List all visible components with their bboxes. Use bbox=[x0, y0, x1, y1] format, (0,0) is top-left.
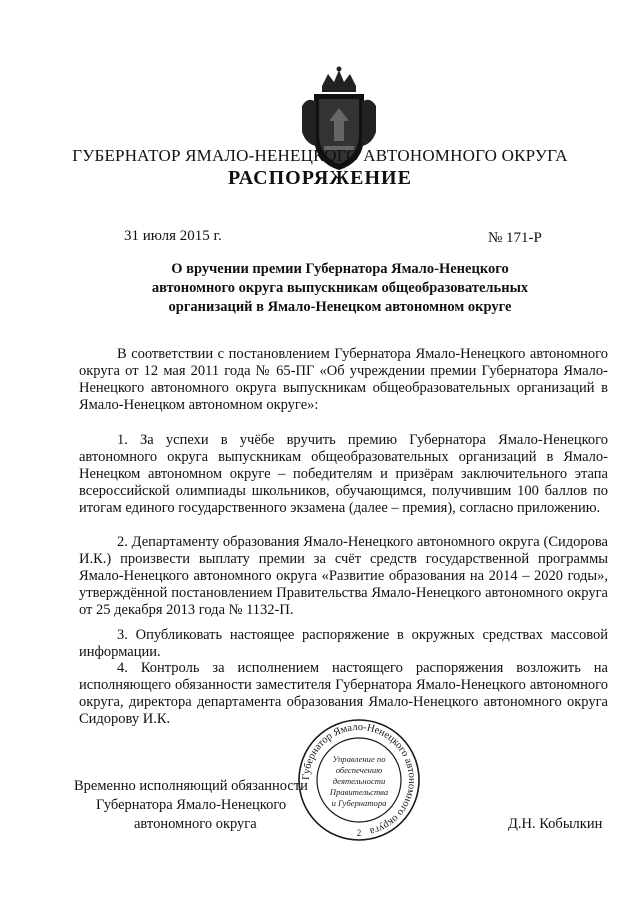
subject-line: автономного округа выпускникам общеобразовательных bbox=[151, 280, 529, 296]
signer-name: Д.Н. Кобылкин bbox=[508, 816, 603, 832]
subject-line: организаций в Ямало-Ненецком автономном округе bbox=[168, 299, 512, 315]
stamp-center-line: деятельности bbox=[332, 776, 386, 786]
official-stamp bbox=[296, 717, 422, 843]
order-item-3: 3. Опубликовать настоящее распоряжение в окружных средствах массовой информации. bbox=[79, 627, 608, 660]
preamble-paragraph: В соответствии с постановлением Губернатора Ямало-Ненецкого автономного округа от 12 мая 2011 года № 65-ПГ «Об учреждении премии Губернатора Ямало-Ненецкого автономного округа выпускникам общеобразовательных организаций в Ямало-Ненецком автономном округе»: bbox=[79, 346, 608, 413]
stamp-ring-text: Губернатор Ямало-Ненецкого автономного округа bbox=[300, 721, 418, 837]
stamp-center-line: Правительства bbox=[329, 787, 389, 797]
position-line: Губернатора Ямало-Ненецкого bbox=[96, 797, 287, 813]
order-item-1: 1. За успехи в учёбе вручить премию Губернатора Ямало-Ненецкого автономного округа выпускникам общеобразовательных организаций в Ямало-Ненецком автономном округе – победителям и призёрам заключительного этапа всероссийской олимпиады школьников, обучающимся, получившим 100 баллов по итогам единого государственного экзамена (далее – премия), согласно приложению. bbox=[79, 432, 608, 516]
signature-position bbox=[74, 777, 324, 834]
stamp-center-line: обеспечению bbox=[335, 765, 383, 775]
order-item-2: 2. Департаменту образования Ямало-Ненецкого автономного округа (Сидорова И.К.) произвести выплату премии за счёт средств государственной программы Ямало-Ненецкого автономного округа «Развитие образования на 2014 – 2020 годы», утверждённой постановлением Правительства Ямало-Ненецкого автономного округа от 25 декабря 2013 года № 1132-П. bbox=[79, 534, 608, 618]
subject-line: О вручении премии Губернатора Ямало-Ненецкого bbox=[171, 261, 509, 277]
document-date: 31 июля 2015 г. bbox=[124, 228, 222, 244]
document-type: РАСПОРЯЖЕНИЕ bbox=[228, 167, 412, 189]
document-number: № 171-Р bbox=[488, 230, 542, 246]
stamp-number: 2 bbox=[356, 828, 362, 838]
stamp-center-line: и Губернатора bbox=[331, 798, 387, 808]
document-subject bbox=[140, 260, 540, 317]
stamp-center-line: Управление по bbox=[332, 754, 386, 764]
position-line: автономного округа bbox=[134, 816, 257, 832]
order-item-4: 4. Контроль за исполнением настоящего распоряжения возложить на исполняющего обязанности заместителя Губернатора Ямало-Ненецкого автономного округа, директора департамента образования Ямало-Ненецкого автономного округа Сидорову И.К. bbox=[79, 660, 608, 727]
position-line: Временно исполняющий обязанности bbox=[74, 778, 308, 794]
governor-title: ГУБЕРНАТОР ЯМАЛО-НЕНЕЦКОГО АВТОНОМНОГО ОКРУГА bbox=[72, 146, 568, 165]
